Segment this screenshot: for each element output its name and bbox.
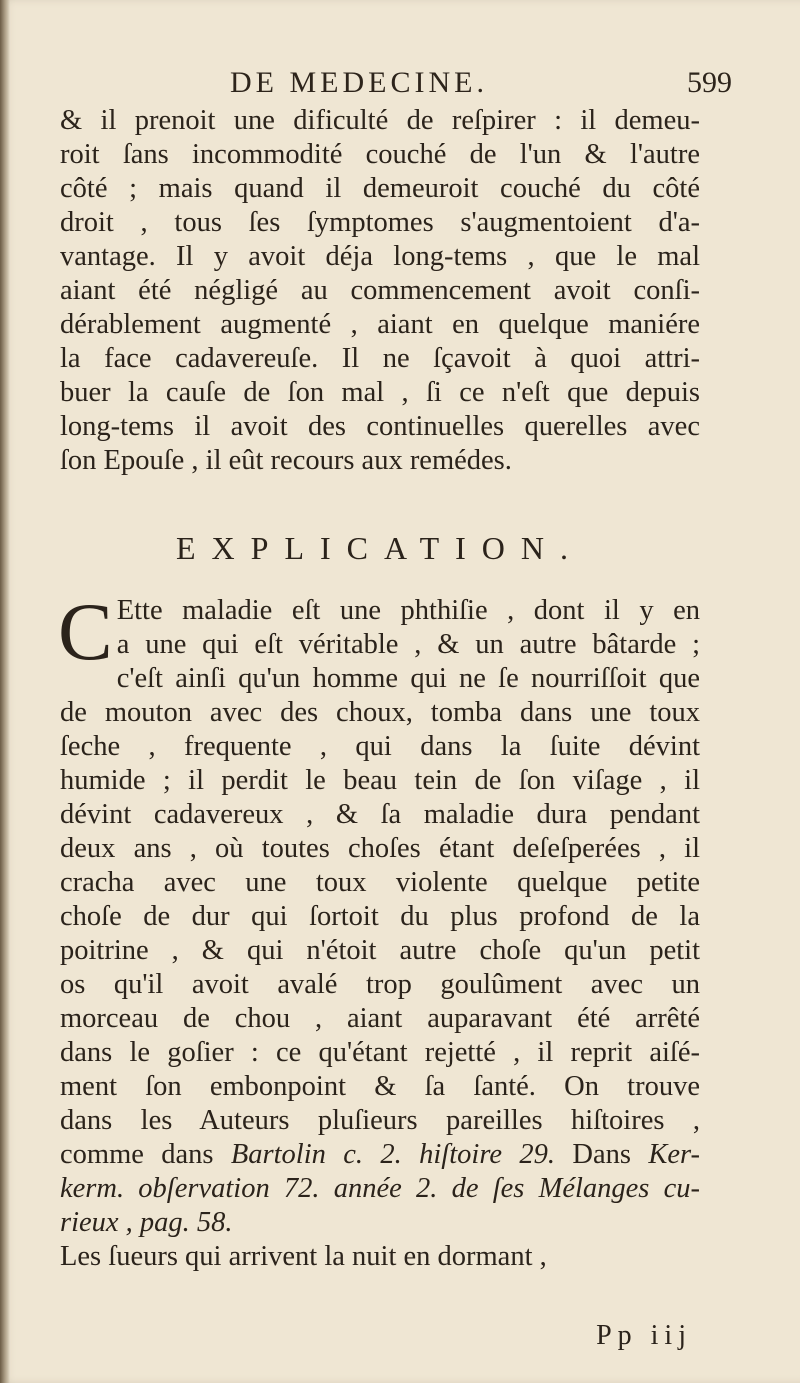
- text-line: morceau de chou , aiant auparavant été arrêté: [60, 1003, 700, 1034]
- text-line: de mouton avec des choux, tomba dans une toux: [60, 697, 700, 728]
- text-line: dévint cadavereux , & ſa maladie dura pendant: [60, 799, 700, 830]
- drop-capital: C: [58, 586, 113, 677]
- section-heading: EXPLICATION.: [176, 530, 584, 566]
- text-line: humide ; il perdit le beau tein de ſon viſage , il: [60, 765, 700, 796]
- text-line: poitrine , & qui n'étoit autre choſe qu'un petit: [60, 935, 700, 966]
- text-line: aiant été négligé au commencement avoit conſi-: [60, 275, 700, 306]
- text-line: Les ſueurs qui arrivent la nuit en dormant ,: [60, 1241, 547, 1272]
- page-header: [60, 66, 732, 106]
- page-number: 599: [687, 66, 732, 99]
- text-line: buer la cauſe de ſon mal , ſi ce n'eſt que depuis: [60, 377, 700, 408]
- signature-mark: Pp iij: [596, 1320, 692, 1351]
- citation-line: rieux , pag. 58.: [60, 1207, 233, 1238]
- text-line: a une qui eſt véritable , & un autre bâtarde ;: [116, 629, 700, 660]
- paragraph-1: [60, 104, 700, 478]
- text-line: vantage. Il y avoit déja long-tems , que le mal: [60, 241, 700, 272]
- citation-mid: Dans: [555, 1139, 649, 1170]
- text-line: ſeche , frequente , qui dans la ſuite dévint: [60, 731, 700, 762]
- text-line: roit ſans incommodité couché de l'un & l'autre: [60, 139, 700, 170]
- text-line: cracha avec une toux violente quelque petite: [60, 867, 700, 898]
- text-line: ment ſon embonpoint & ſa ſanté. On trouve: [60, 1071, 700, 1102]
- text-line: dérablement augmenté , aiant en quelque maniére: [60, 309, 700, 340]
- text-line: Ette maladie eſt une phthiſie , dont il y en: [116, 595, 700, 626]
- text-line: & il prenoit une dificulté de reſpirer : il demeu-: [60, 105, 700, 136]
- text-line: long-tems il avoit des continuelles querelles avec: [60, 411, 700, 442]
- citation-line: kerm. obſervation 72. année 2. de ſes Mélanges cu-: [60, 1173, 700, 1204]
- citation-italic: Ker-: [648, 1139, 700, 1170]
- paragraph-2: [58, 586, 700, 1274]
- running-head: DE MEDECINE.: [230, 66, 488, 99]
- citation-italic: Bartolin c. 2. hiſtoire 29.: [230, 1139, 555, 1170]
- text-line: c'eſt ainſi qu'un homme qui ne ſe nourriſſoit que: [116, 663, 700, 694]
- citation-prefix: comme dans: [60, 1139, 231, 1170]
- text-line: choſe de dur qui ſortoit du plus profond de la: [60, 901, 700, 932]
- text-line: os qu'il avoit avalé trop goulûment avec un: [60, 969, 700, 1000]
- text-line: ſon Epouſe , il eût recours aux remédes.: [60, 445, 512, 476]
- citation-line: [60, 1138, 700, 1172]
- text-line: dans les Auteurs pluſieurs pareilles hiſtoires ,: [60, 1105, 700, 1136]
- text-line: deux ans , où toutes choſes étant deſeſperées , il: [60, 833, 700, 864]
- text-line: côté ; mais quand il demeuroit couché du côté: [60, 173, 700, 204]
- text-line: dans le goſier : ce qu'étant rejetté , il reprit aiſé-: [60, 1037, 700, 1068]
- text-line: la face cadavereuſe. Il ne ſçavoit à quoi attri-: [60, 343, 700, 374]
- text-line: droit , tous ſes ſymptomes s'augmentoient d'a-: [60, 207, 700, 238]
